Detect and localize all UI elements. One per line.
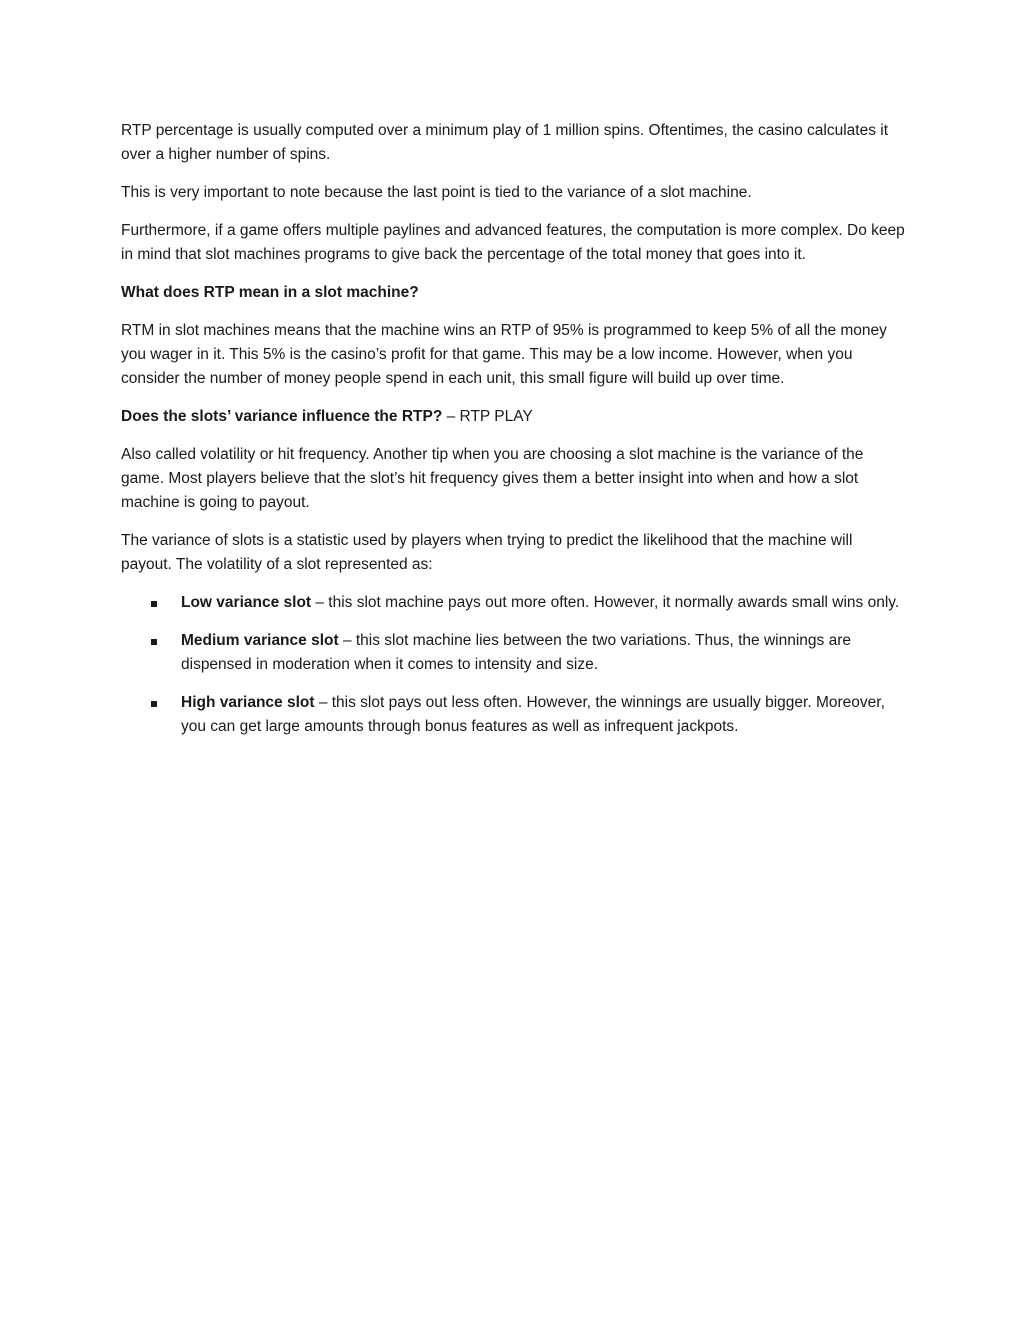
square-bullet-icon [151, 601, 157, 607]
paragraph-volatility: Also called volatility or hit frequency. Another tip when you are choosing a slot machine is the variance of the game. Most players believe that the slot’s hit frequency gives them a better insight into when and how a slot machine is going to payout. [121, 446, 864, 511]
list-item [121, 591, 907, 615]
paragraph-rtm-explanation: RTM in slot machines means that the machine wins an RTP of 95% is programmed to keep 5% of all the money you wager in it. This 5% is the casino’s profit for that game. This may be a low income. However, when you consider the number of money people spend in each unit, this small figure will build up over time. [121, 322, 887, 387]
paragraph-paylines: Furthermore, if a game offers multiple paylines and advanced features, the computation is more complex. Do keep in mind that slot machines programs to give back the percentage of the total money that goes into it. [121, 222, 905, 263]
heading-rtp-meaning: What does RTP mean in a slot machine? [121, 284, 419, 301]
list-item-term: High variance slot [181, 694, 315, 711]
list-item-text: – this slot machine pays out more often. However, it normally awards small wins only. [311, 594, 900, 611]
paragraph-rtp-computation: RTP percentage is usually computed over a minimum play of 1 million spins. Oftentimes, the casino calculates it over a higher number of spins. [121, 122, 889, 163]
list-item-text: – this slot pays out less often. However, the winnings are usually bigger. Moreover, you can get large amounts through bonus features as well as infrequent jackpots. [181, 694, 885, 735]
paragraph-variance-note: This is very important to note because the last point is tied to the variance of a slot machine. [121, 184, 752, 201]
square-bullet-icon [151, 701, 157, 707]
list-item-text: – this slot machine lies between the two variations. Thus, the winnings are dispensed in moderation when it comes to intensity and size. [181, 632, 851, 673]
heading-variance-influence [121, 405, 907, 429]
list-item [121, 629, 907, 677]
variance-list [121, 591, 907, 739]
paragraph-variance-statistic: The variance of slots is a statistic used by players when trying to predict the likelihood that the machine will payout. The volatility of a slot represented as: [121, 532, 853, 573]
heading-variance-question: Does the slots’ variance influence the RTP? [121, 408, 443, 425]
square-bullet-icon [151, 639, 157, 645]
list-item [121, 691, 907, 739]
heading-variance-suffix: – RTP PLAY [442, 408, 533, 425]
list-item-term: Medium variance slot [181, 632, 339, 649]
list-item-term: Low variance slot [181, 594, 312, 611]
document-page [121, 119, 907, 753]
